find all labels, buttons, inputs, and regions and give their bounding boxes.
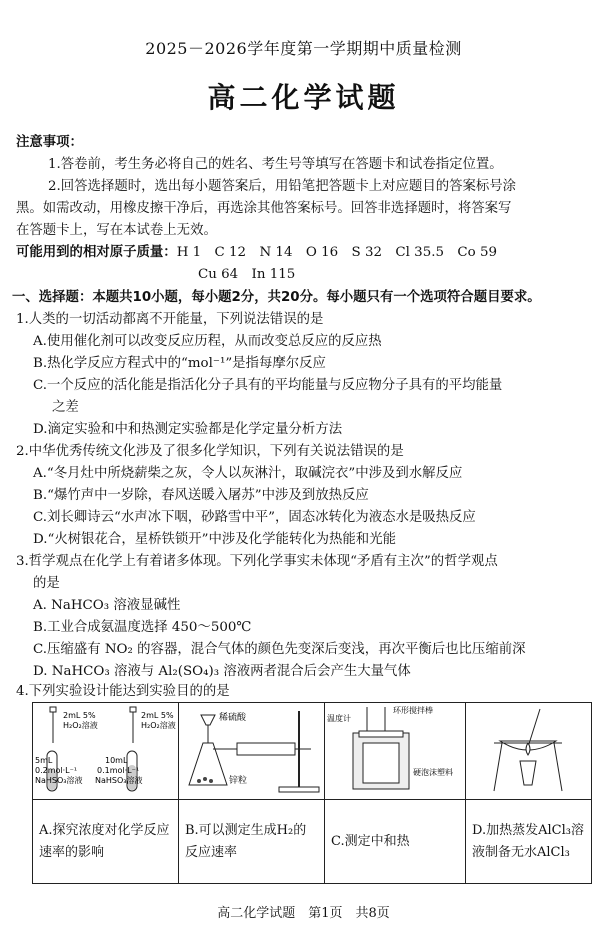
evaporating-dish-diagram <box>466 703 591 795</box>
note-2b: 黑。如需改动，用橡皮擦干净后，再选涂其他答案标号。回答非选择题时，将答案写 <box>16 201 512 216</box>
fig-a-b-sol: NaHSO₃溶液 <box>35 776 83 785</box>
fig-a-right-sol: H₂O₂溶液 <box>141 721 176 730</box>
calorimeter-diagram <box>325 703 465 795</box>
q1-option-d: D.滴定实验和中和热测定实验都是化学定量分析方法 <box>33 422 343 437</box>
q2-option-d: D.“火树银花合，星桥铁锁开”中涉及化学能转化为热能和光能 <box>33 532 396 547</box>
fig-a-right-vol: 2mL 5% <box>141 711 174 720</box>
q4-option-d: D.加热蒸发AlCl₃溶液制备无水AlCl₃ <box>466 800 592 884</box>
q4-figure-a <box>33 703 179 800</box>
fig-b-zinc-label: 锌粒 <box>229 776 248 786</box>
exam-header: 2025－2026学年度第一学期期中质量检测 <box>145 39 462 58</box>
fig-c-stirrer-label: 环形搅拌棒 <box>393 706 433 715</box>
q3-option-a: A. NaHCO₃ 溶液显碱性 <box>33 598 181 613</box>
fig-c-thermo-label: 温度计 <box>327 714 351 723</box>
fig-a-left-vol: 2mL 5% <box>63 711 96 720</box>
atomic-mass-label: 可能用到的相对原子质量： <box>16 245 177 260</box>
q2-option-b: B.“爆竹声中一岁除，春风送暖入屠苏”中涉及到放热反应 <box>33 488 369 503</box>
note-1: 1.答卷前，考生务必将自己的姓名、考生号等填写在答题卡和试卷指定位置。 <box>48 157 503 172</box>
fig-a-b-vol: 5mL <box>35 756 53 765</box>
fig-a-left-sol: H₂O₂溶液 <box>63 721 98 730</box>
q1-option-c: C.一个反应的活化能是指活化分子具有的平均能量与反应物分子具有的平均能量 <box>33 378 503 393</box>
q1-option-a: A.使用催化剂可以改变反应历程，从而改变总反应的反应热 <box>33 334 382 349</box>
q1-option-c-cont: 之差 <box>52 400 79 415</box>
fig-a-b-conc: 0.2mol·L⁻¹ <box>35 766 78 775</box>
fig-b-acid-label: 稀硫酸 <box>219 713 247 723</box>
fig-c-foam-label: 硬泡沫塑料 <box>413 768 453 777</box>
q3-stem-cont: 的是 <box>33 576 60 591</box>
note-2c: 在答题卡上，写在本试卷上无效。 <box>16 223 217 238</box>
q3-option-c: C.压缩盛有 NO₂ 的容器，混合气体的颜色先变深后变浅，再次平衡后也比压缩前深 <box>33 642 526 657</box>
q1-option-b: B.热化学反应方程式中的“mol⁻¹”是指每摩尔反应 <box>33 356 326 371</box>
q4-table <box>32 702 592 884</box>
page-footer: 高二化学试题 第1页 共8页 <box>217 906 390 921</box>
atomic-mass-line <box>16 242 497 264</box>
q2-stem: 2.中华优秀传统文化涉及了很多化学知识，下列有关说法错误的是 <box>16 444 404 459</box>
fig-a-c-conc: 0.1mol·L⁻¹ <box>97 766 140 775</box>
q3-option-d: D. NaHCO₃ 溶液与 Al₂(SO₄)₃ 溶液两者混合后会产生大量气体 <box>33 664 411 679</box>
fig-a-c-sol: NaHSO₃溶液 <box>95 776 143 785</box>
q2-option-a: A.“冬月灶中所烧薪柴之灰，令人以灰淋汁，取碱浣衣”中涉及到水解反应 <box>33 466 463 481</box>
q2-option-c: C.刘长卿诗云“水声冰下咽，砂路雪中平”，固态冰转化为液态水是吸热反应 <box>33 510 476 525</box>
atomic-mass-values-1: H 1 C 12 N 14 O 16 S 32 Cl 35.5 Co 59 <box>176 245 497 260</box>
section-1-heading: 一、选择题：本题共10小题，每小题2分，共20分。每小题只有一个选项符合题目要求。 <box>12 290 541 305</box>
q4-option-c: C.测定中和热 <box>325 800 466 884</box>
q4-figure-b <box>179 703 325 800</box>
note-2a: 2.回答选择题时，选出每小题答案后，用铅笔把答题卡上对应题目的答案标号涂 <box>48 179 517 194</box>
notes-heading: 注意事项： <box>16 135 83 150</box>
q3-option-b: B.工业合成氨温度选择 450～500℃ <box>33 620 252 635</box>
q1-stem: 1.人类的一切活动都离不开能量，下列说法错误的是 <box>16 312 324 327</box>
page-title: 高二化学试题 <box>207 81 400 114</box>
q4-option-a: A.探究浓度对化学反应速率的影响 <box>33 800 179 884</box>
q4-figure-d <box>466 703 592 800</box>
gas-syringe-diagram <box>179 703 324 795</box>
q3-stem: 3.哲学观点在化学上有着诸多体现。下列化学事实未体现“矛盾有主次”的哲学观点 <box>16 554 498 569</box>
test-tubes-diagram <box>33 703 178 795</box>
q4-figure-c <box>325 703 466 800</box>
q4-stem: 4.下列实验设计能达到实验目的的是 <box>16 684 230 699</box>
q4-option-b: B.可以测定生成H₂的反应速率 <box>179 800 325 884</box>
atomic-mass-values-2: Cu 64 In 115 <box>198 267 296 282</box>
fig-a-c-vol: 10mL <box>105 756 128 765</box>
